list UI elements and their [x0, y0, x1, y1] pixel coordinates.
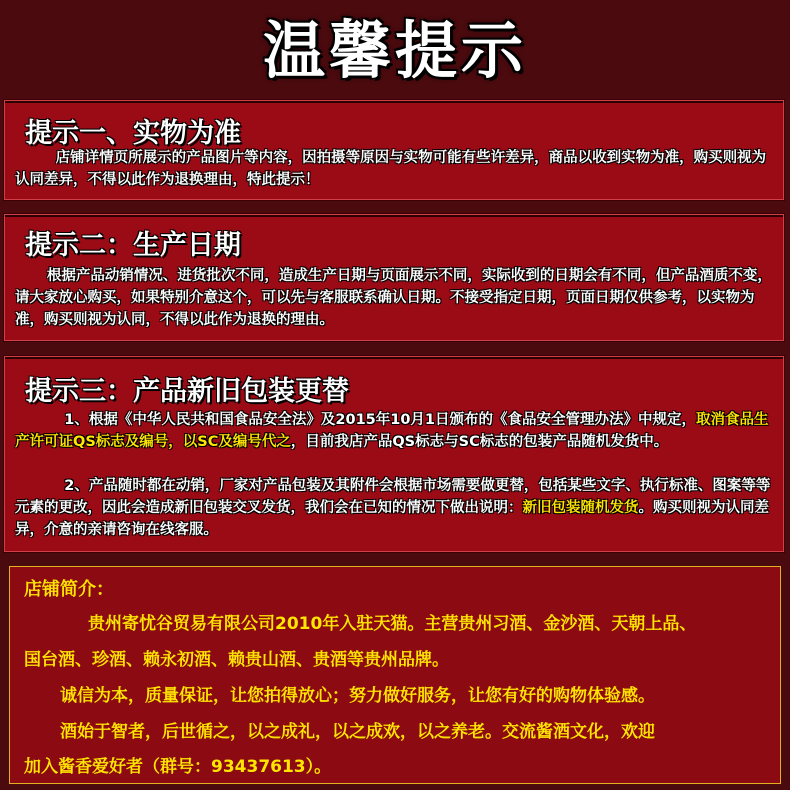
- tip-two-panel: [4, 214, 784, 341]
- tip-two-text: [15, 265, 773, 331]
- tip-three-p1-end: ，目前我店产品QS标志与SC标志的包装产品随机发货中。: [290, 434, 669, 450]
- tip-three-paragraph-2: [15, 475, 773, 541]
- tip-three-p2-start: 2、产品随时都在动销，厂家对产品包装及其附件会根据市场需要做更替，包括某些文字、执行标准、图案等等元素的更改，因此会造成新旧包装交叉发货，我们会在已知的情况下做出说明：: [15, 478, 771, 516]
- tip-three-p1-highlight: 取消食品生产许可证QS标志及编号，以SC及编号代之: [15, 412, 769, 450]
- tip-two-heading: 提示二：生产日期: [25, 230, 241, 261]
- tip-three-p2-end: 。购买则视为认同差异，介意的亲请咨询在线客服。: [15, 500, 769, 538]
- tip-three-p1-start: 1、根据《中华人民共和国食品安全法》及2015年10月1日颁布的《食品安全管理办法》中规定，: [64, 412, 697, 428]
- tip-one-heading: 提示一、实物为准: [25, 118, 241, 149]
- shop-intro-panel: [9, 566, 781, 784]
- shop-intro-line: 酒始于智者，后世循之，以之成礼，以之成欢，以之养老。交流酱酒文化，欢迎: [60, 722, 655, 742]
- shop-intro-heading: 店铺简介：: [24, 579, 114, 600]
- tip-three-panel: [4, 356, 784, 552]
- tip-three-heading: 提示三：产品新旧包装更替: [25, 376, 349, 407]
- tip-one-text: [15, 147, 773, 191]
- shop-intro-line: 贵州寄忧谷贸易有限公司2010年入驻天猫。主营贵州习酒、金沙酒、天朝上品、: [88, 614, 697, 634]
- shop-intro-line: 加入酱香爱好者（群号：93437613）。: [24, 757, 332, 777]
- page-title: 温馨提示: [262, 14, 527, 87]
- shop-intro-line: 诚信为本，质量保证，让您拍得放心；努力做好服务，让您有好的购物体验感。: [60, 686, 655, 706]
- tip-one-body: 店铺详情页所展示的产品图片等内容，因拍摄等原因与实物可能有些许差异，商品以收到实物为准，购买则视为认同差异，不得以此作为退换理由，特此提示！: [15, 150, 767, 188]
- tip-three-paragraph-1: [15, 409, 773, 453]
- tip-one-panel: [4, 100, 784, 200]
- shop-intro-line: 国台酒、珍酒、赖永初酒、赖贵山酒、贵酒等贵州品牌。: [24, 650, 449, 670]
- tip-three-p2-highlight: 新旧包装随机发货: [522, 500, 639, 516]
- tip-two-body: 根据产品动销情况、进货批次不同，造成生产日期与页面展示不同，实际收到的日期会有不同，但产品酒质不变，请大家放心购买，如果特别介意这个，可以先与客服联系确认日期。不接受指定日期，页面日期仅供参考，以实物为准，购买则视为认同，不得以此作为退换的理由。: [15, 268, 772, 328]
